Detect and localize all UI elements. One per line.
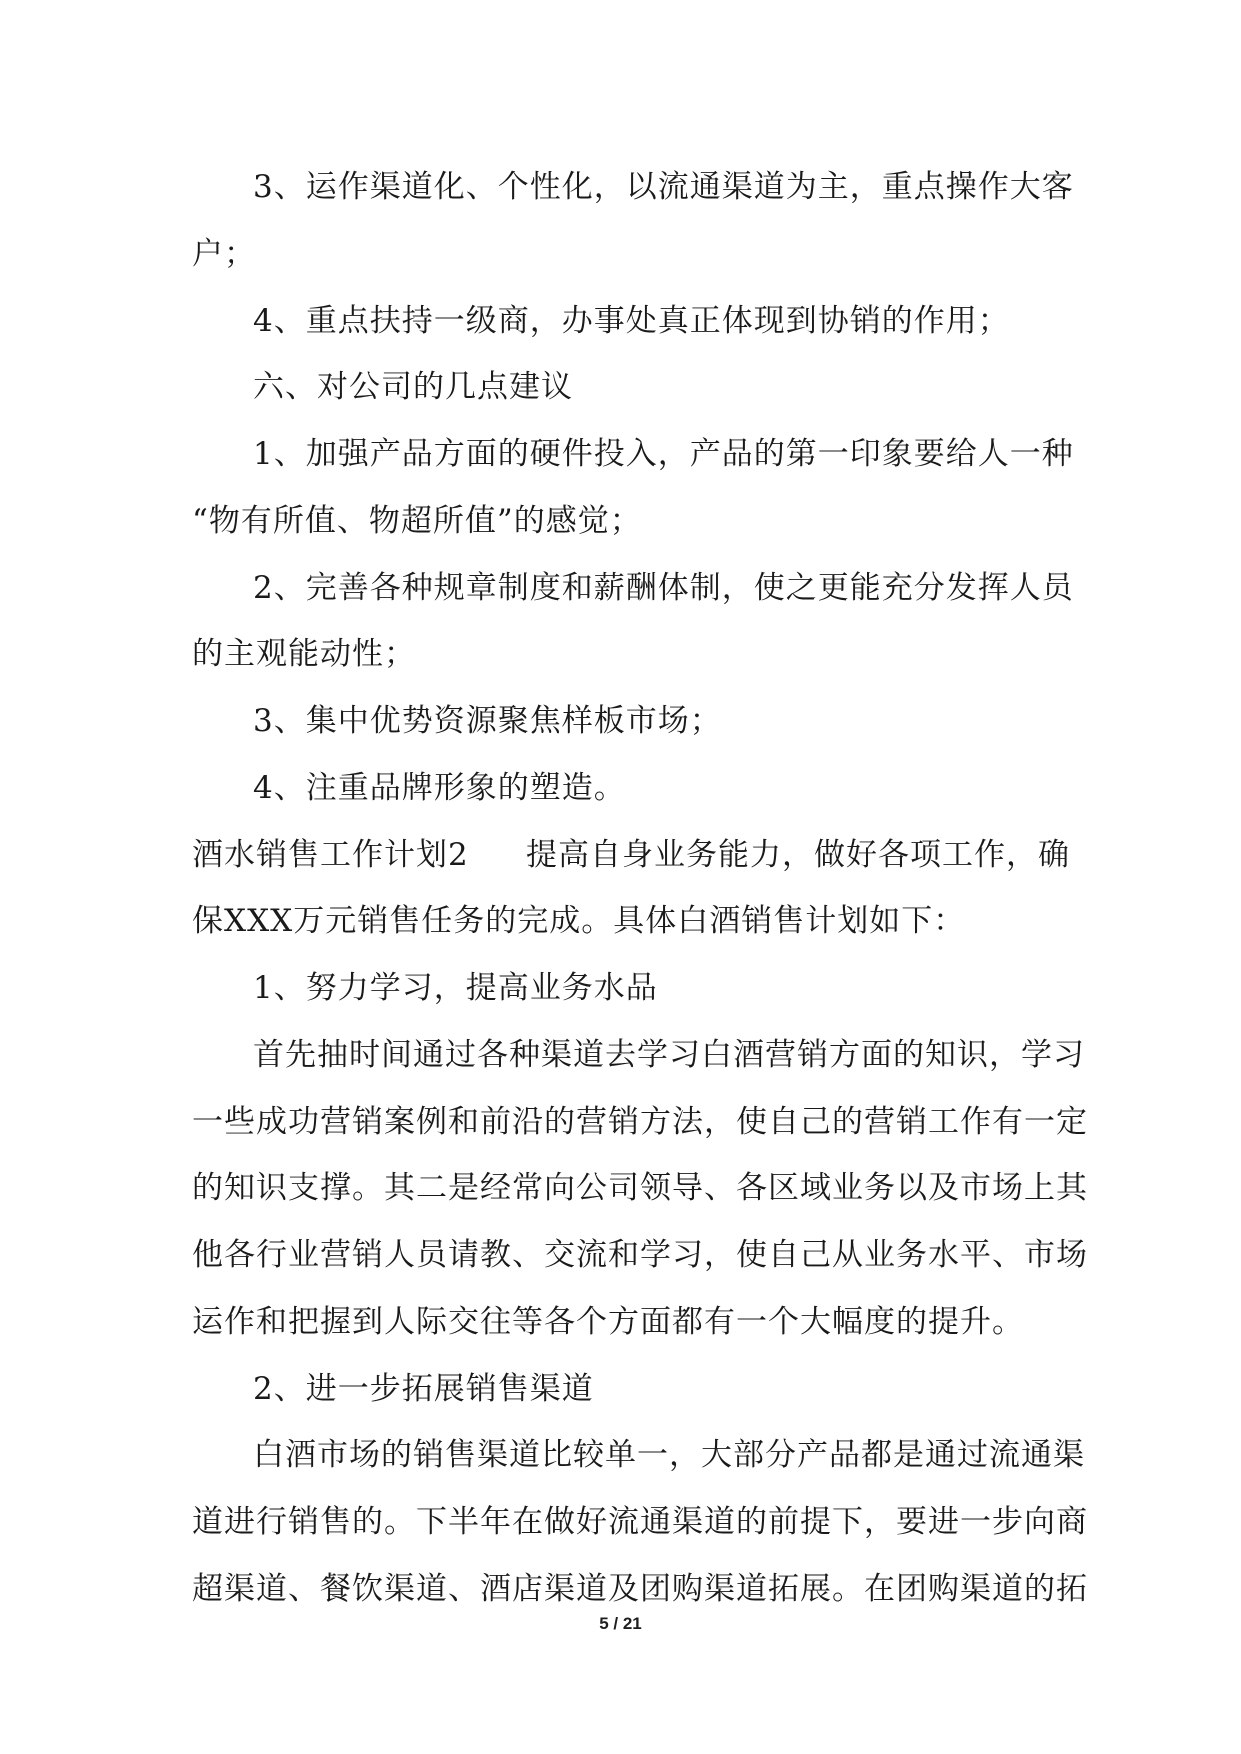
list-item-text: 2、完善各种规章制度和薪酬体制，使之更能充分发挥人员 (253, 570, 1074, 606)
list-item-text: 1、加强产品方面的硬件投入，产品的第一印象要给人一种 (253, 436, 1074, 472)
paragraph-continuation: 的知识支撑。其二是经常向公司领导、各区域业务以及市场上其 (192, 1170, 1088, 1206)
list-item-text: 3、运作渠道化、个性化，以流通渠道为主，重点操作大客 (253, 169, 1074, 205)
paragraph-continuation: 道进行销售的。下半年在做好流通渠道的前提下，要进一步向商 (192, 1504, 1088, 1540)
section-heading: 六、对公司的几点建议 (253, 369, 573, 405)
paragraph-continuation: 运作和把握到人际交往等各个方面都有一个大幅度的提升。 (192, 1304, 1024, 1340)
paragraph-continuation: 一些成功营销案例和前沿的营销方法，使自己的营销工作有一定 (192, 1104, 1088, 1140)
paragraph-text: 提高自身业务能力，做好各项工作，确 (526, 837, 1070, 873)
list-item-continuation: “物有所值、物超所值”的感觉； (192, 503, 642, 539)
list-item-text: 4、重点扶持一级商，办事处真正体现到协销的作用； (253, 303, 1010, 339)
paragraph-continuation: 他各行业营销人员请教、交流和学习，使自己从业务水平、市场 (192, 1237, 1088, 1273)
paragraph-text: 白酒市场的销售渠道比较单一，大部分产品都是通过流通渠 (253, 1437, 1085, 1473)
paragraph-continuation: 保XXX万元销售任务的完成。具体白酒销售计划如下： (192, 903, 966, 939)
list-item-continuation: 户； (192, 236, 256, 272)
paragraph-text: 首先抽时间通过各种渠道去学习白酒营销方面的知识，学习 (253, 1037, 1085, 1073)
paragraph-continuation: 超渠道、餐饮渠道、酒店渠道及团购渠道拓展。在团购渠道的拓 (192, 1571, 1088, 1607)
subsection-heading: 2、进一步拓展销售渠道 (253, 1371, 594, 1407)
subsection-heading: 1、努力学习，提高业务水品 (253, 970, 658, 1006)
page-number: 5 / 21 (599, 1614, 642, 1633)
plan-title: 酒水销售工作计划2 (192, 837, 469, 873)
list-item-text: 3、集中优势资源聚焦样板市场； (253, 703, 722, 739)
list-item-text: 4、注重品牌形象的塑造。 (253, 770, 626, 806)
list-item-continuation: 的主观能动性； (192, 636, 416, 672)
